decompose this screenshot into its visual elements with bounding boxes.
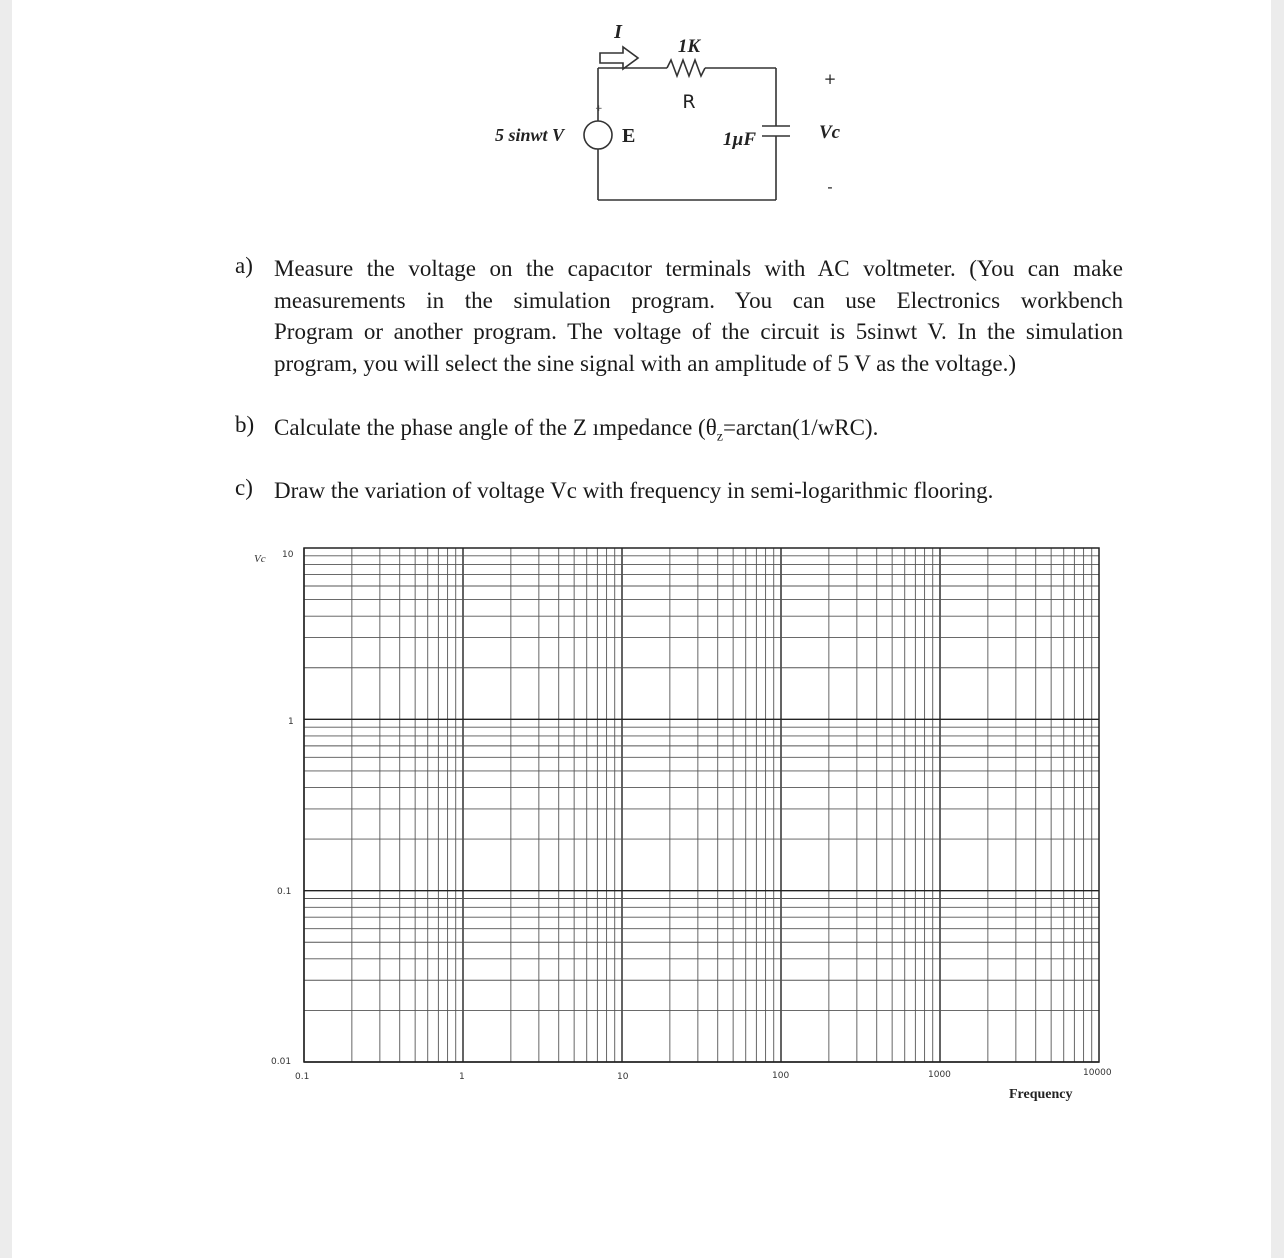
output-minus: -: [827, 178, 833, 196]
question-c-text: Draw the variation of voltage Vc with frequency in semi-logarithmic flooring.: [274, 478, 994, 503]
document-page: [12, 0, 1271, 1258]
source-name: E: [622, 125, 636, 147]
output-plus: +: [823, 70, 837, 88]
question-a-line: measurements in the simulation program. You can use Electronics workbench: [274, 287, 1123, 313]
x-tick-label: 10000: [1083, 1068, 1112, 1078]
y-tick-label: 0.1: [277, 887, 292, 897]
y-tick-label: 10: [282, 550, 294, 560]
question-c-label: c): [235, 475, 253, 500]
question-b-text-before: Calculate the phase angle of the Z ımpedance (θ: [274, 415, 717, 440]
question-b-text-after: =arctan(1/wRC).: [722, 415, 879, 440]
x-tick-label: 1: [459, 1072, 465, 1082]
question-b-label: b): [235, 412, 255, 437]
x-axis-label: Frequency: [1009, 1087, 1073, 1102]
resistor-name: R: [682, 91, 696, 113]
source-plus: +: [595, 104, 603, 114]
question-b-subscript: z: [716, 429, 723, 445]
x-tick-label: 100: [772, 1071, 790, 1081]
x-tick-label: 1000: [928, 1070, 951, 1080]
question-a-line: Program or another program. The voltage of the circuit is 5sinwt V. In the simulation: [274, 319, 1123, 344]
question-a-label: a): [235, 253, 253, 278]
current-label: I: [614, 21, 622, 43]
x-tick-label: 0.1: [295, 1072, 310, 1082]
output-label: Vc: [819, 122, 841, 143]
plot-border: [304, 548, 1099, 1062]
question-a-line: program, you will select the sine signal with an amplitude of 5 V as the voltage.): [274, 350, 1017, 376]
x-tick-label: 10: [617, 1072, 629, 1082]
capacitor-value: 1µF: [722, 129, 756, 150]
question-a-line: Measure the voltage on the capacıtor terminals with AC voltmeter. (You can make: [274, 256, 1123, 281]
source-label: 5 sinwt V: [494, 125, 564, 145]
resistor-value: 1K: [677, 36, 701, 57]
y-tick-label: 0.01: [271, 1057, 292, 1067]
y-tick-label: 1: [288, 717, 294, 727]
y-axis-label: Vc: [254, 553, 266, 565]
